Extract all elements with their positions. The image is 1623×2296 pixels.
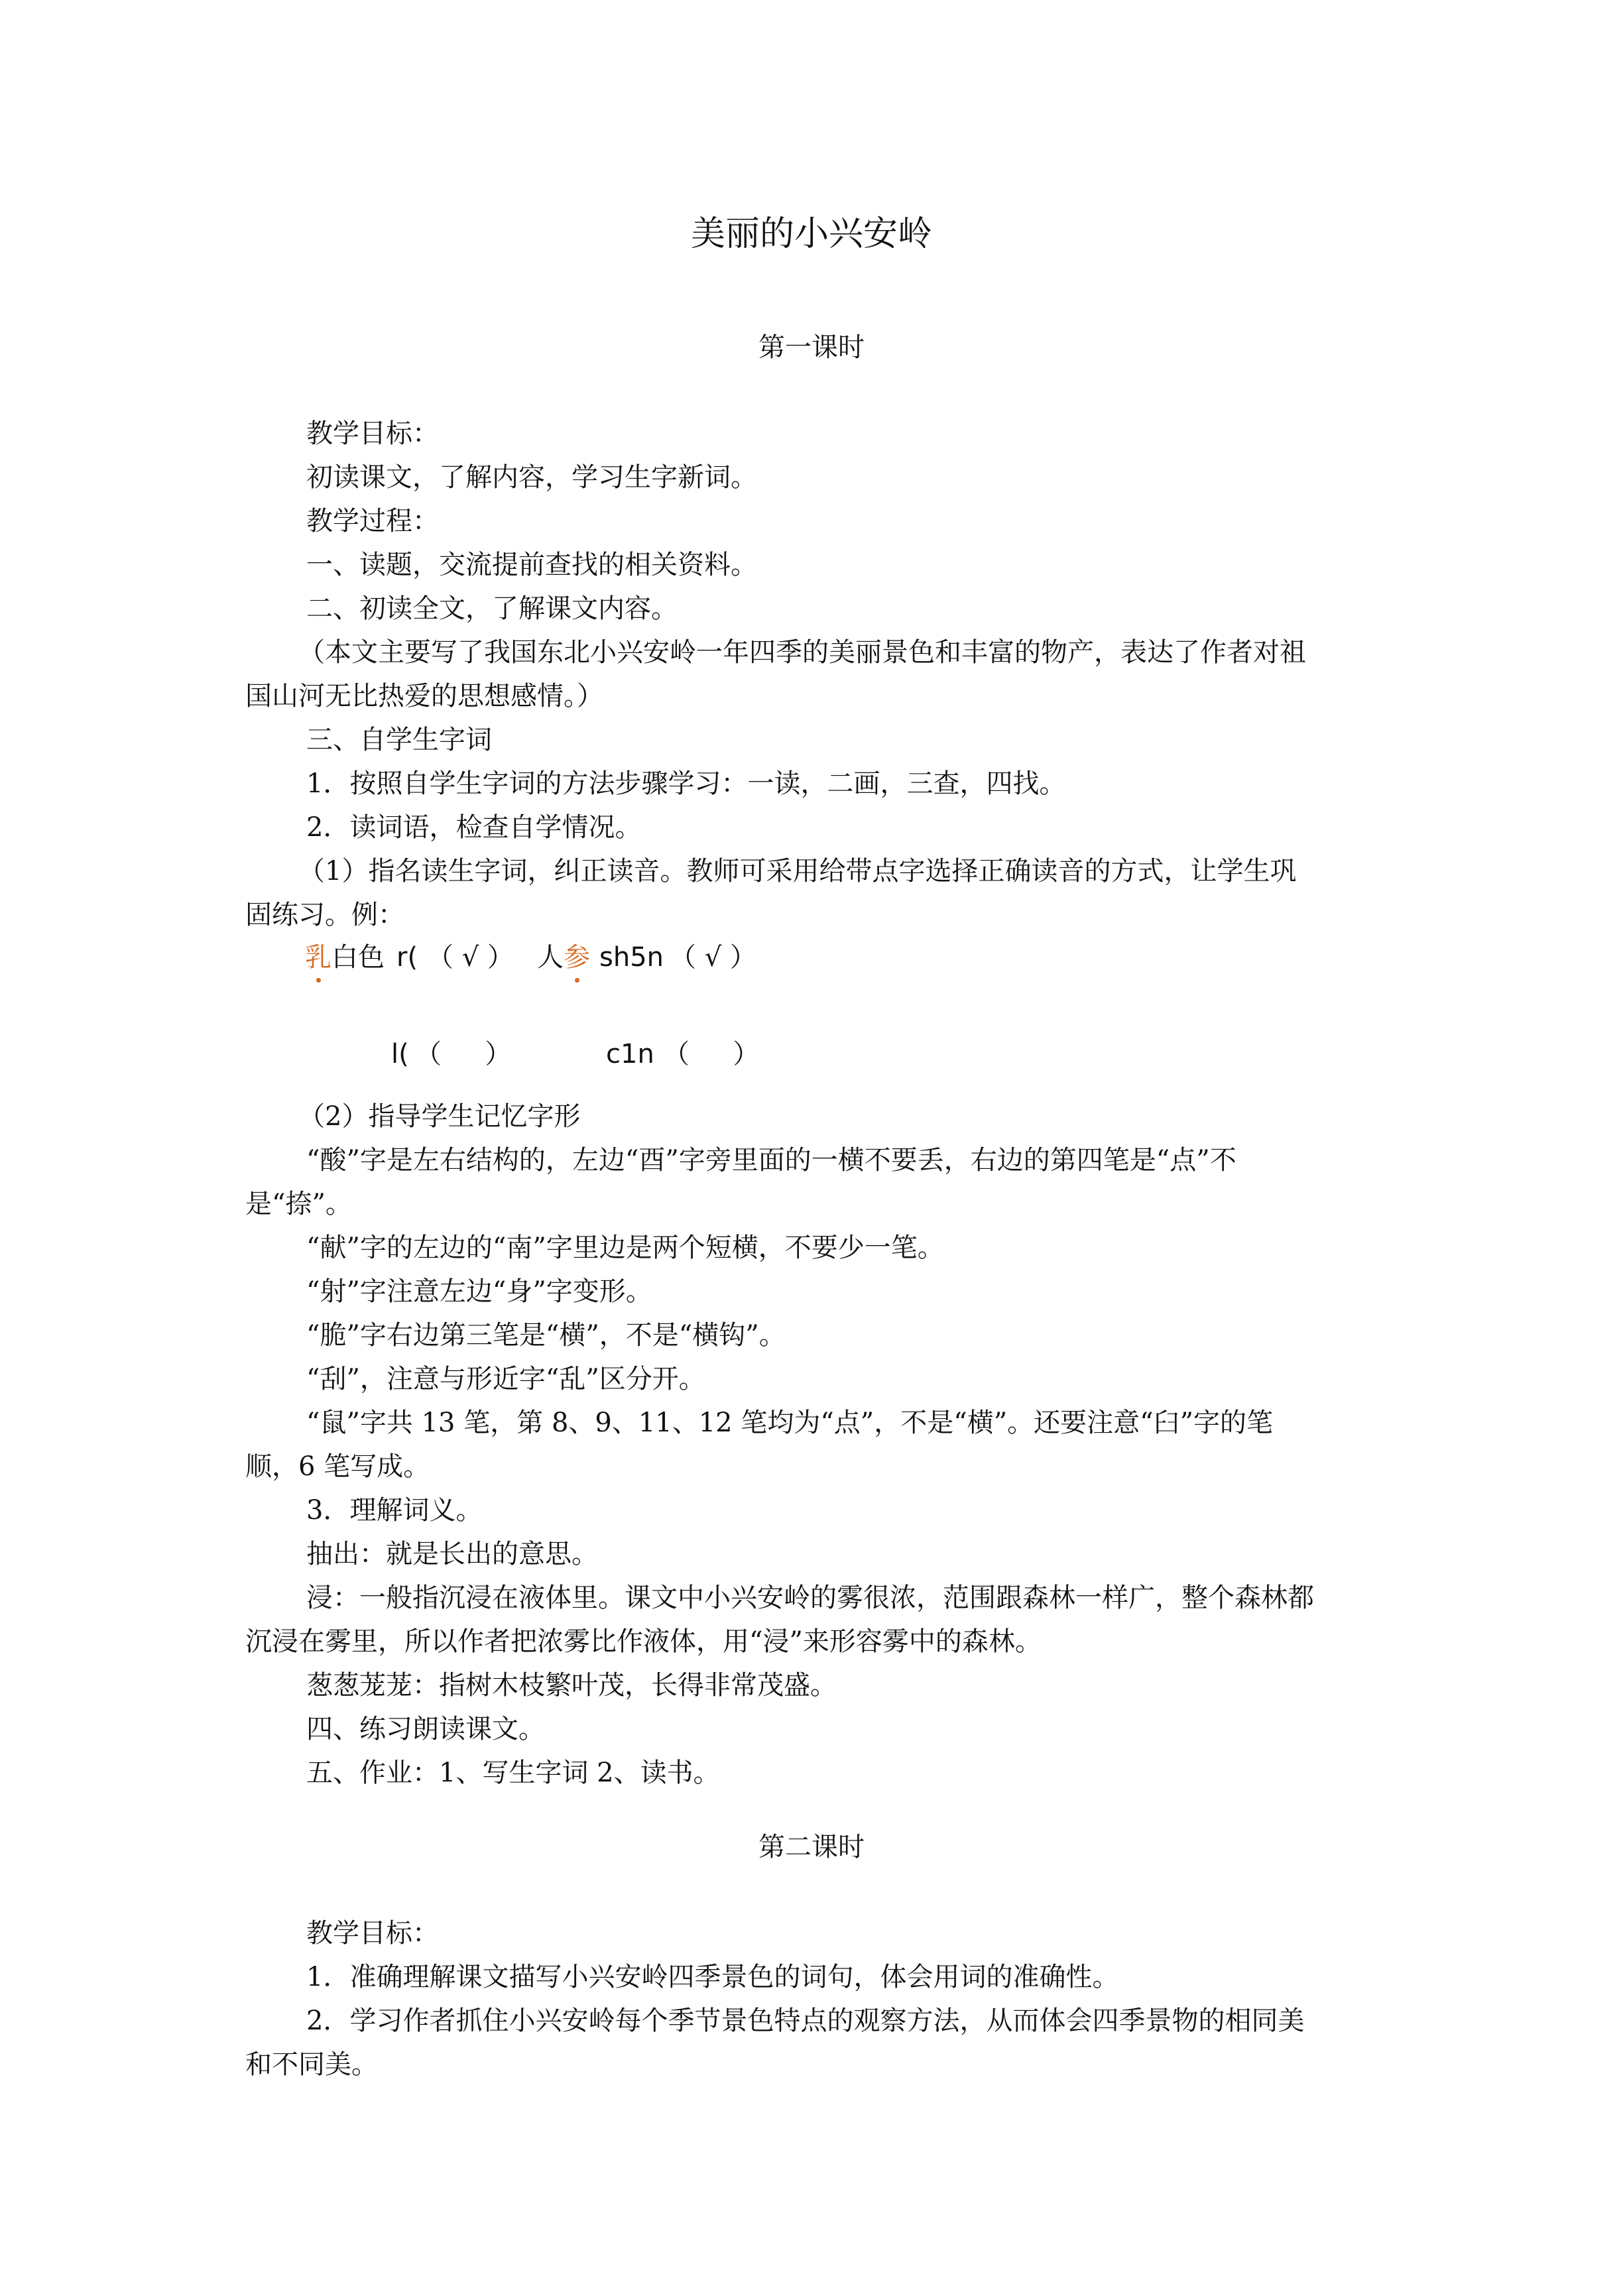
example-word-2 xyxy=(537,939,590,976)
lesson2-goal-2-line-2: 和不同美。 xyxy=(245,2049,378,2080)
step-3-item-2: 2．读词语，检查自学情况。 xyxy=(306,812,642,843)
lesson1-goal: 初读课文，了解内容，学习生字新词。 xyxy=(306,462,757,493)
example-word-1-rest: 白色 xyxy=(331,942,385,973)
suan-note-line-2: 是“捺”。 xyxy=(245,1189,352,1219)
step-1: 一、读题，交流提前查找的相关资料。 xyxy=(306,550,757,580)
pinyin-option-shen-2: c1n xyxy=(606,1039,654,1069)
step-2: 二、初读全文，了解课文内容。 xyxy=(306,593,678,624)
shu-note-line-2: 顺，6 笔写成。 xyxy=(245,1451,430,1482)
document-title: 美丽的小兴安岭 xyxy=(690,214,932,254)
pinyin-option-ru-1: r( xyxy=(396,942,418,973)
step-3-item-2a-line-1: （1）指名读生字词，纠正读音。教师可采用给带点字选择正确读音的方式，让学生巩 xyxy=(298,856,1297,886)
answer-mark-2: （ √ ） xyxy=(670,942,756,973)
step-3: 三、自学生字词 xyxy=(306,725,492,755)
definition-jin-line-2: 沉浸在雾里，所以作者把浓雾比作液体，用“浸”来形容雾中的森林。 xyxy=(245,1626,1042,1657)
lesson2-goal-1: 1．准确理解课文描写小兴安岭四季景色的词句，体会用词的准确性。 xyxy=(306,1962,1119,1992)
summary-line-1: （本文主要写了我国东北小兴安岭一年四季的美丽景色和丰富的物产，表达了作者对祖 xyxy=(298,637,1306,668)
shu-note-line-1: “鼠”字共 13 笔，第 8、9、11、12 笔均为“点”，不是“横”。还要注意“臼”字的笔 xyxy=(306,1408,1274,1438)
definition-conglong: 葱葱茏茏：指树木枝繁叶茂，长得非常茂盛。 xyxy=(306,1670,837,1701)
example-word-2-prefix: 人 xyxy=(537,942,564,973)
gua-note: “刮”，注意与形近字“乱”区分开。 xyxy=(306,1364,705,1394)
step-3-item-3: 3．理解词义。 xyxy=(306,1495,483,1526)
lesson1-process-label: 教学过程： xyxy=(306,506,439,536)
definition-jin-line-1: 浸：一般指沉浸在液体里。课文中小兴安岭的雾很浓，范围跟森林一样广，整个森林都 xyxy=(306,1583,1314,1613)
pinyin-option-shen-1: sh5n xyxy=(599,942,664,973)
step-3-item-2a-line-2: 固练习。例： xyxy=(245,900,404,930)
summary-line-2: 国山河无比热爱的思想感情。） xyxy=(245,681,603,711)
definition-chouchu: 抽出：就是长出的意思。 xyxy=(306,1539,598,1569)
step-3-item-2b: （2）指导学生记忆字形 xyxy=(298,1101,581,1132)
lesson1-goal-label: 教学目标： xyxy=(306,418,439,449)
lesson2-goal-2-line-1: 2．学习作者抓住小兴安岭每个季节景色特点的观察方法，从而体会四季景物的相同美 xyxy=(306,2006,1305,2036)
lesson2-goal-label: 教学目标： xyxy=(306,1918,439,1949)
step-5: 五、作业：1、写生字词 2、读书。 xyxy=(306,1758,720,1788)
answer-blank-2: （ ） xyxy=(663,1039,760,1069)
step-4: 四、练习朗读课文。 xyxy=(306,1714,545,1744)
dotted-char-shen: 参 xyxy=(564,939,590,976)
cui-note: “脆”字右边第三笔是“横”，不是“横钩”。 xyxy=(306,1320,786,1351)
dotted-char-ru: 乳 xyxy=(305,939,331,976)
answer-blank-1: （ ） xyxy=(415,1039,512,1069)
lesson2-heading: 第二课时 xyxy=(758,1832,865,1862)
example-word-1 xyxy=(305,939,385,976)
answer-mark-1: （ √ ） xyxy=(427,942,514,973)
step-3-item-1: 1．按照自学生字词的方法步骤学习：一读，二画，三查，四找。 xyxy=(306,768,1066,799)
pinyin-option-ru-2: l( xyxy=(391,1039,409,1069)
suan-note-line-1: “酸”字是左右结构的，左边“酉”字旁里面的一横不要丢，右边的第四笔是“点”不 xyxy=(306,1145,1236,1176)
lesson1-heading: 第一课时 xyxy=(758,332,865,363)
xian-note: “献”字的左边的“南”字里边是两个短横，不要少一笔。 xyxy=(306,1233,944,1263)
she-note: “射”字注意左边“身”字变形。 xyxy=(306,1276,652,1307)
